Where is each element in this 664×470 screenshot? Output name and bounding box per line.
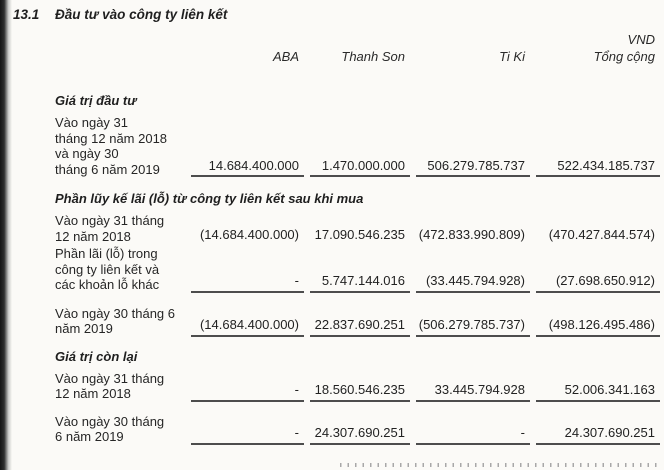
table-row [55,414,664,445]
column-header-ti-ki: Ti Ki [499,49,525,64]
cell-value: 24.307.690.251 [310,425,410,445]
cell-value: - [191,273,304,293]
cell-value: (14.684.400.000) [191,317,304,337]
cell-value: 14.684.400.000 [191,158,304,178]
cell-value: - [416,425,530,445]
column-header-row [55,49,664,65]
cell-value: 33.445.794.928 [416,382,530,402]
section-heading: Giá trị đầu tư [55,93,137,108]
currency-row [55,32,664,47]
column-header-thanh-son: Thanh Son [341,49,405,64]
cell-value: (27.698.650.912) [536,273,660,293]
currency-label: VND [627,32,655,47]
note-number: 13.1 [13,7,40,22]
table-row [55,246,664,293]
cell-value: 506.279.785.737 [416,158,530,178]
column-header-tong-cong: Tổng cộng [593,49,655,64]
cell-value: (14.684.400.000) [199,226,299,242]
table-body [0,93,664,445]
table-row [55,213,664,244]
cell-value: (470.427.844.574) [548,226,655,242]
row-label: Phần lãi (lỗ) trong công ty liên kết và các khoản lỗ khác [55,246,160,292]
page-bottom-rule-artifact [340,463,662,467]
table-row [55,371,664,402]
note-title-row [0,0,664,23]
cell-value: - [191,382,304,402]
row-label: Vào ngày 30 tháng 6 năm 2019 [55,413,165,444]
row-label: Vào ngày 31 tháng 12 năm 2018 [55,370,165,401]
cell-value: 24.307.690.251 [536,425,660,445]
cell-value: (33.445.794.928) [416,273,530,293]
section-heading: Giá trị còn lại [55,348,138,364]
row-label: Vào ngày 30 tháng 6 năm 2019 [55,305,175,336]
row-label: Vào ngày 31 tháng 12 năm 2018 và ngày 30 tháng 6 năm 2019 [55,115,168,177]
cell-value: (472.833.990.809) [418,226,525,242]
cell-value: 17.090.546.235 [314,226,405,242]
cell-value: - [191,425,304,445]
cell-value: 5.747.144.016 [310,273,410,293]
cell-value: (506.279.785.737) [416,317,530,337]
cell-value: 22.837.690.251 [310,317,410,337]
cell-value: (498.126.495.486) [536,317,660,337]
table-row [55,306,664,337]
cell-value: 1.470.000.000 [310,158,410,178]
note-title: Đầu tư vào công ty liên kết [55,7,228,22]
section-heading: Phần lũy kế lãi (lỗ) từ công ty liên kết sau khi mua [55,191,364,206]
column-header-aba: ABA [272,49,299,64]
table-row [55,115,664,177]
cell-value: 522.434.185.737 [536,158,660,178]
cell-value: 52.006.341.163 [536,382,660,402]
row-label: Vào ngày 31 tháng 12 năm 2018 [55,213,165,244]
cell-value: 18.560.546.235 [310,382,410,402]
